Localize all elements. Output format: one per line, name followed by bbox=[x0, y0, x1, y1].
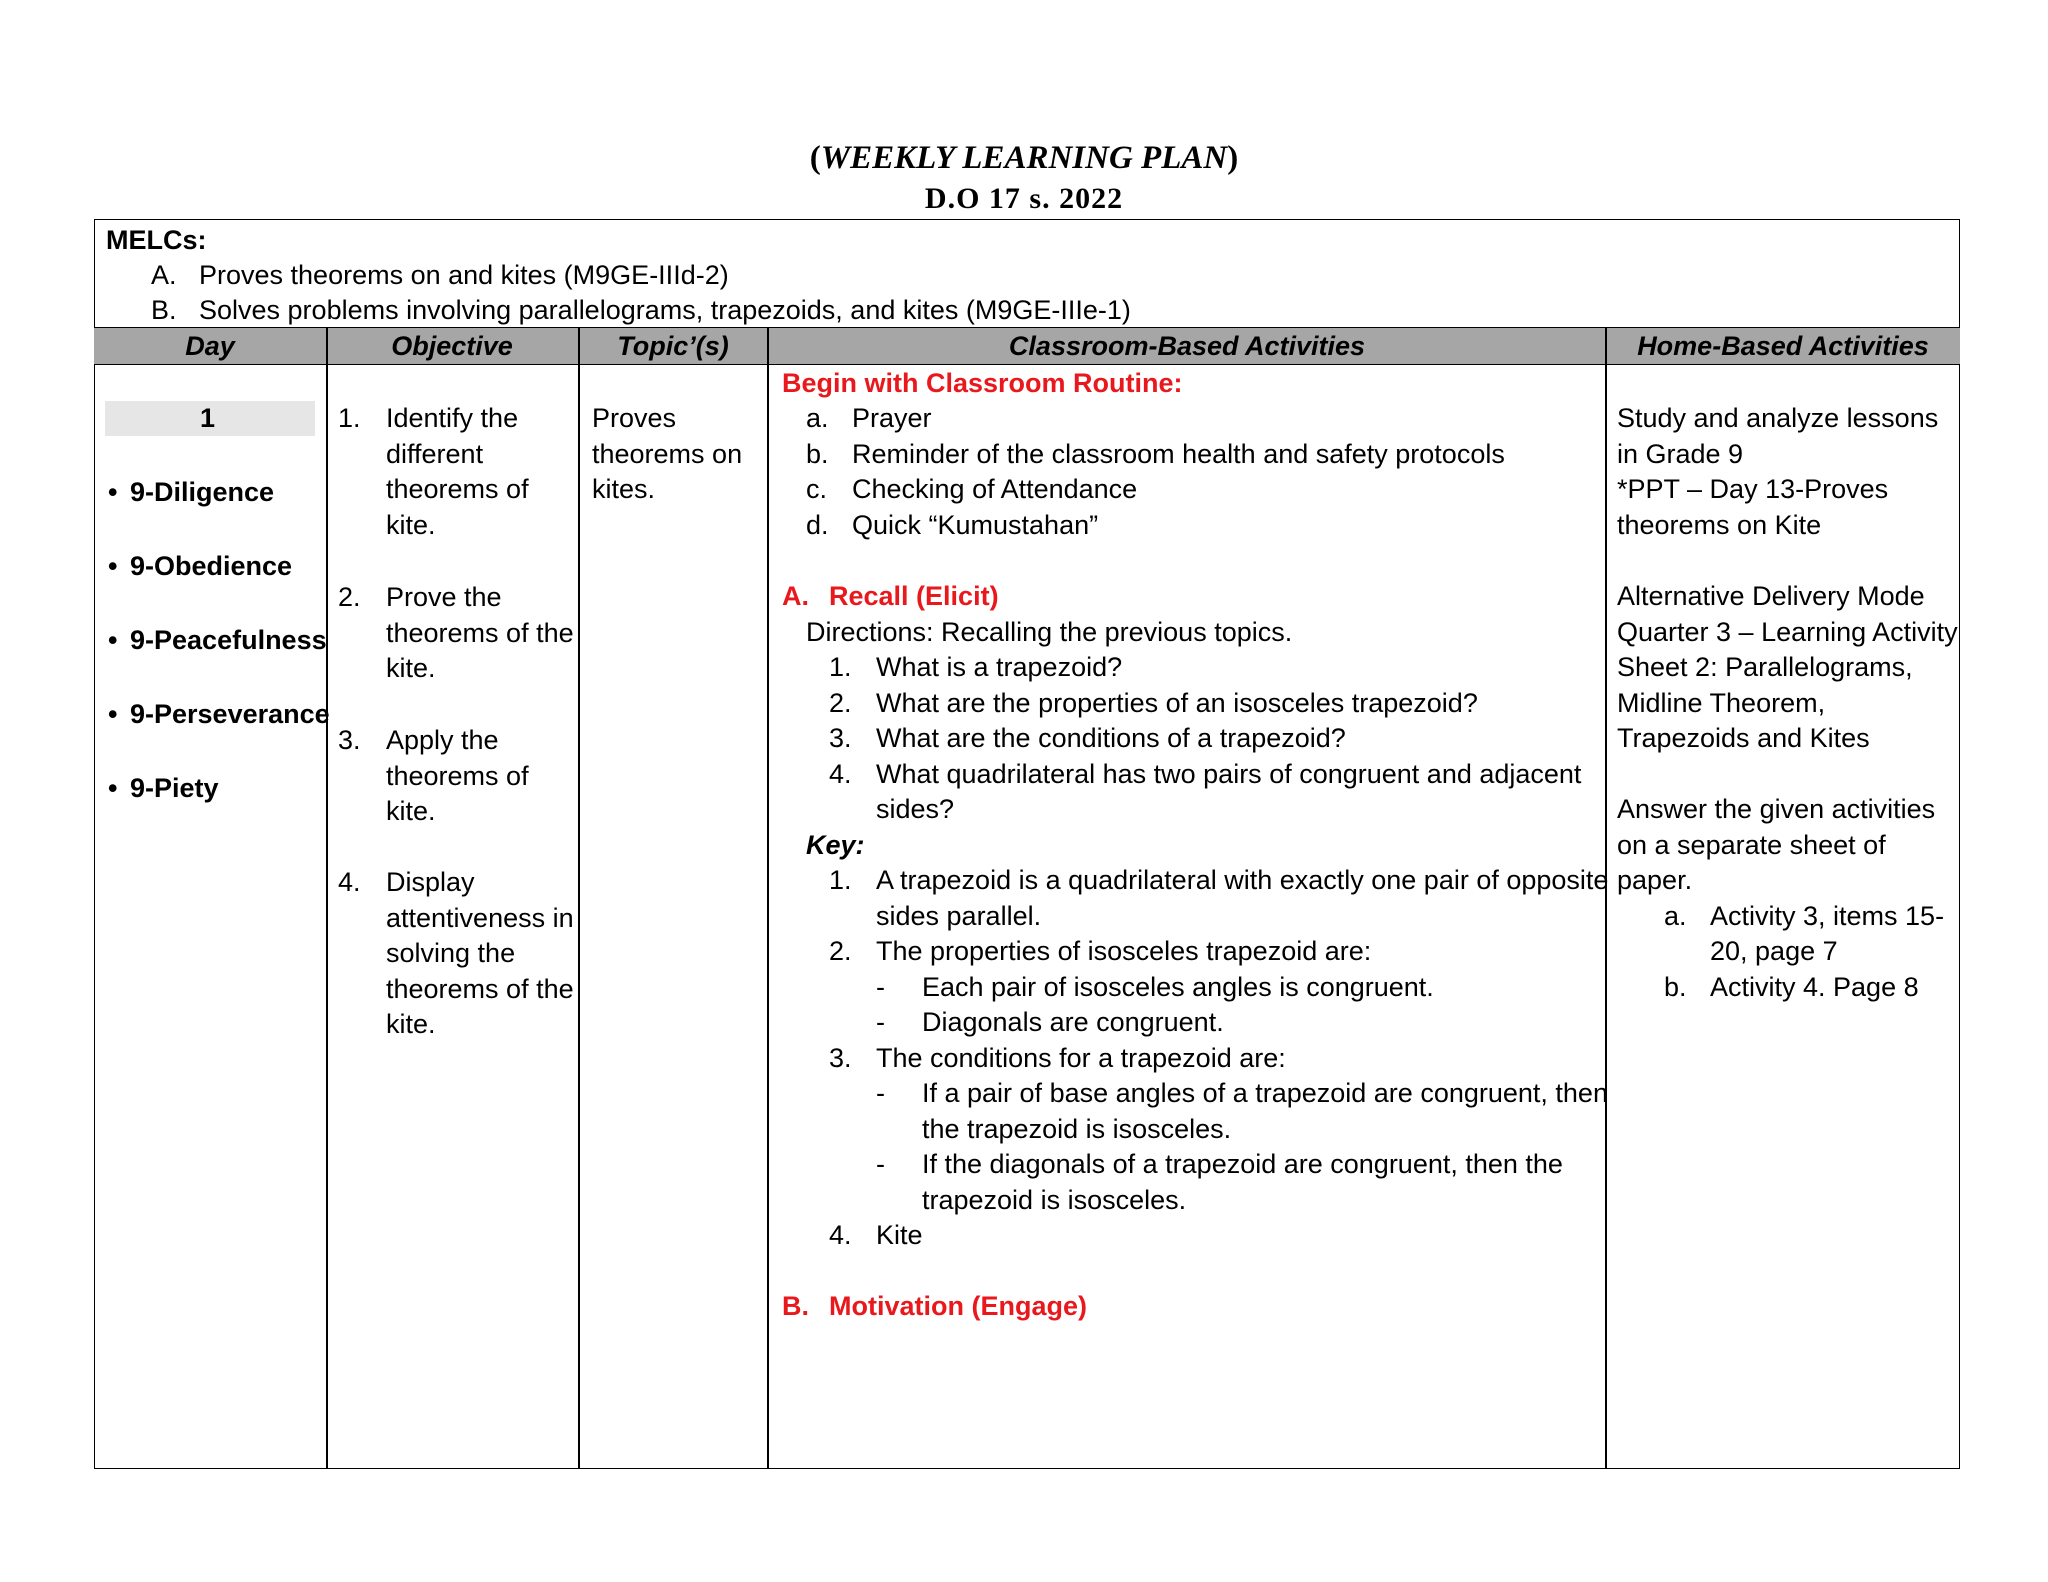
activity-text: Activity 4. Page 8 bbox=[1710, 972, 1919, 1002]
key-text: The conditions for a trapezoid are: bbox=[876, 1043, 1286, 1073]
key-subitem: trapezoid is isosceles. bbox=[922, 1185, 1187, 1215]
section-name: 9-Peacefulness bbox=[130, 625, 327, 655]
document-subtitle: D.O 17 s. 2022 bbox=[924, 182, 1124, 215]
melcs-section bbox=[94, 219, 1960, 327]
section-item bbox=[108, 771, 219, 806]
home-line: theorems on Kite bbox=[1617, 509, 1822, 540]
key-text: Kite bbox=[876, 1220, 923, 1250]
objective-line: solving the bbox=[386, 938, 516, 968]
title-text: WEEKLY LEARNING PLAN bbox=[820, 140, 1228, 176]
header-topics: Topic’(s) bbox=[617, 331, 729, 361]
key-text: The properties of isosceles trapezoid are: bbox=[876, 936, 1372, 966]
melc-marker: A. bbox=[151, 260, 177, 290]
routine-item: Prayer bbox=[852, 403, 932, 433]
bullet: • bbox=[108, 699, 118, 729]
objective-line: theorems of the bbox=[386, 973, 574, 1004]
section-name: 9-Obedience bbox=[130, 551, 293, 581]
document-title bbox=[0, 140, 2048, 177]
routine-marker: d. bbox=[806, 510, 829, 540]
title-paren-close: ) bbox=[1227, 140, 1239, 176]
table-header-row bbox=[94, 327, 1960, 365]
question-number: 2. bbox=[829, 688, 852, 718]
key-subitem: Diagonals are congruent. bbox=[922, 1007, 1224, 1037]
header-day: Day bbox=[185, 331, 235, 361]
home-line: Trapezoids and Kites bbox=[1617, 723, 1870, 753]
key-subitem: If a pair of base angles of a trapezoid are congruent, then bbox=[922, 1078, 1608, 1108]
home-line: Quarter 3 – Learning Activity bbox=[1617, 616, 1958, 647]
key-dash: - bbox=[876, 972, 885, 1002]
routine-item: Reminder of the classroom health and safety protocols bbox=[852, 439, 1505, 469]
home-paragraph bbox=[1617, 401, 1938, 543]
header-classroom: Classroom-Based Activities bbox=[1008, 331, 1366, 361]
header-objective: Objective bbox=[391, 331, 513, 361]
bullet: • bbox=[108, 773, 118, 803]
home-paragraph bbox=[1617, 792, 1935, 899]
day-number: 1 bbox=[105, 401, 315, 436]
section-name: 9-Perseverance bbox=[130, 699, 330, 729]
home-line: on a separate sheet of bbox=[1617, 829, 1886, 860]
key-number: 2. bbox=[829, 936, 852, 966]
question-number: 1. bbox=[829, 652, 852, 682]
question-text: What quadrilateral has two pairs of congruent and adjacent bbox=[876, 759, 1582, 789]
key-text: sides parallel. bbox=[876, 901, 1042, 931]
topic-cell bbox=[592, 401, 767, 508]
melc-marker: B. bbox=[151, 295, 177, 325]
home-paragraph bbox=[1617, 579, 1958, 757]
key-label: Key: bbox=[806, 830, 865, 860]
section-item bbox=[108, 475, 274, 510]
objective-line: theorems of bbox=[386, 474, 529, 504]
activity-marker: a. bbox=[1664, 901, 1687, 931]
question-text: What are the conditions of a trapezoid? bbox=[876, 723, 1346, 753]
melc-item bbox=[106, 293, 1948, 328]
question-number: 3. bbox=[829, 723, 852, 753]
key-subitem: the trapezoid is isosceles. bbox=[922, 1114, 1232, 1144]
section-item bbox=[108, 623, 327, 658]
section-item bbox=[108, 549, 292, 584]
home-line: in Grade 9 bbox=[1617, 438, 1744, 469]
key-text: A trapezoid is a quadrilateral with exactly one pair of opposite bbox=[876, 865, 1609, 895]
objective-line: Apply the bbox=[386, 725, 499, 755]
motivation-marker: B. bbox=[782, 1291, 809, 1321]
objective-line: theorems of the bbox=[386, 617, 574, 648]
topic-line: Proves bbox=[592, 403, 677, 433]
routine-item: Checking of Attendance bbox=[852, 474, 1138, 504]
routine-marker: c. bbox=[806, 474, 828, 504]
objective-line: different bbox=[386, 438, 484, 469]
home-line: Study and analyze lessons bbox=[1617, 403, 1939, 433]
home-line: Midline Theorem, bbox=[1617, 687, 1826, 718]
motivation-heading: Motivation (Engage) bbox=[829, 1291, 1087, 1321]
key-number: 3. bbox=[829, 1043, 852, 1073]
objective-number: 1. bbox=[338, 403, 361, 433]
activity-marker: b. bbox=[1664, 972, 1687, 1002]
recall-heading: Recall (Elicit) bbox=[829, 581, 999, 611]
objective-line: theorems of bbox=[386, 760, 529, 791]
objective-number: 4. bbox=[338, 867, 361, 897]
section-name: 9-Diligence bbox=[130, 477, 275, 507]
routine-marker: b. bbox=[806, 439, 829, 469]
column-divider bbox=[326, 327, 328, 1469]
recall-marker: A. bbox=[782, 581, 809, 611]
objective-line: attentiveness in bbox=[386, 902, 574, 933]
title-paren-open: ( bbox=[809, 140, 821, 176]
home-line: Alternative Delivery Mode bbox=[1617, 581, 1925, 611]
home-line: Sheet 2: Parallelograms, bbox=[1617, 652, 1913, 682]
home-line: paper. bbox=[1617, 865, 1693, 895]
bullet: • bbox=[108, 625, 118, 655]
activity-text: Activity 3, items 15- bbox=[1710, 901, 1945, 931]
objective-line: kite. bbox=[386, 509, 436, 540]
melc-item bbox=[106, 258, 1948, 293]
topic-line: theorems on bbox=[592, 438, 743, 469]
section-item bbox=[108, 697, 330, 732]
melcs-heading: MELCs: bbox=[106, 225, 207, 255]
key-number: 1. bbox=[829, 865, 852, 895]
key-dash: - bbox=[876, 1078, 885, 1108]
objective-line: Display bbox=[386, 867, 475, 897]
recall-directions: Directions: Recalling the previous topics. bbox=[806, 617, 1293, 647]
question-text: What is a trapezoid? bbox=[876, 652, 1123, 682]
topic-line: kites. bbox=[592, 474, 656, 504]
key-number: 4. bbox=[829, 1220, 852, 1250]
bullet: • bbox=[108, 477, 118, 507]
question-number: 4. bbox=[829, 759, 852, 789]
key-subitem: If the diagonals of a trapezoid are congruent, then the bbox=[922, 1149, 1563, 1179]
home-line: Answer the given activities bbox=[1617, 794, 1936, 824]
activity-text: 20, page 7 bbox=[1710, 936, 1838, 966]
objective-number: 2. bbox=[338, 582, 361, 612]
routine-item: Quick “Kumustahan” bbox=[852, 510, 1099, 540]
objective-line: kite. bbox=[386, 1009, 436, 1039]
objective-line: kite. bbox=[386, 796, 436, 826]
routine-heading: Begin with Classroom Routine: bbox=[782, 368, 1183, 398]
objective-line: Prove the bbox=[386, 582, 502, 612]
melc-text: Solves problems involving parallelograms, trapezoids, and kites (M9GE-IIIe-1) bbox=[199, 295, 1131, 325]
key-dash: - bbox=[876, 1149, 885, 1179]
question-text: What are the properties of an isosceles trapezoid? bbox=[876, 688, 1478, 718]
section-name: 9-Piety bbox=[130, 773, 219, 803]
objective-number: 3. bbox=[338, 725, 361, 755]
routine-marker: a. bbox=[806, 403, 829, 433]
objective-line: Identify the bbox=[386, 403, 519, 433]
home-line: *PPT – Day 13-Proves bbox=[1617, 474, 1889, 504]
question-text: sides? bbox=[876, 794, 955, 824]
bullet: • bbox=[108, 551, 118, 581]
column-divider bbox=[767, 327, 769, 1469]
objective-line: kite. bbox=[386, 653, 436, 683]
key-subitem: Each pair of isosceles angles is congruent. bbox=[922, 972, 1434, 1002]
key-dash: - bbox=[876, 1007, 885, 1037]
melc-text: Proves theorems on and kites (M9GE-IIId-2) bbox=[199, 260, 729, 290]
header-home: Home-Based Activities bbox=[1637, 331, 1929, 361]
